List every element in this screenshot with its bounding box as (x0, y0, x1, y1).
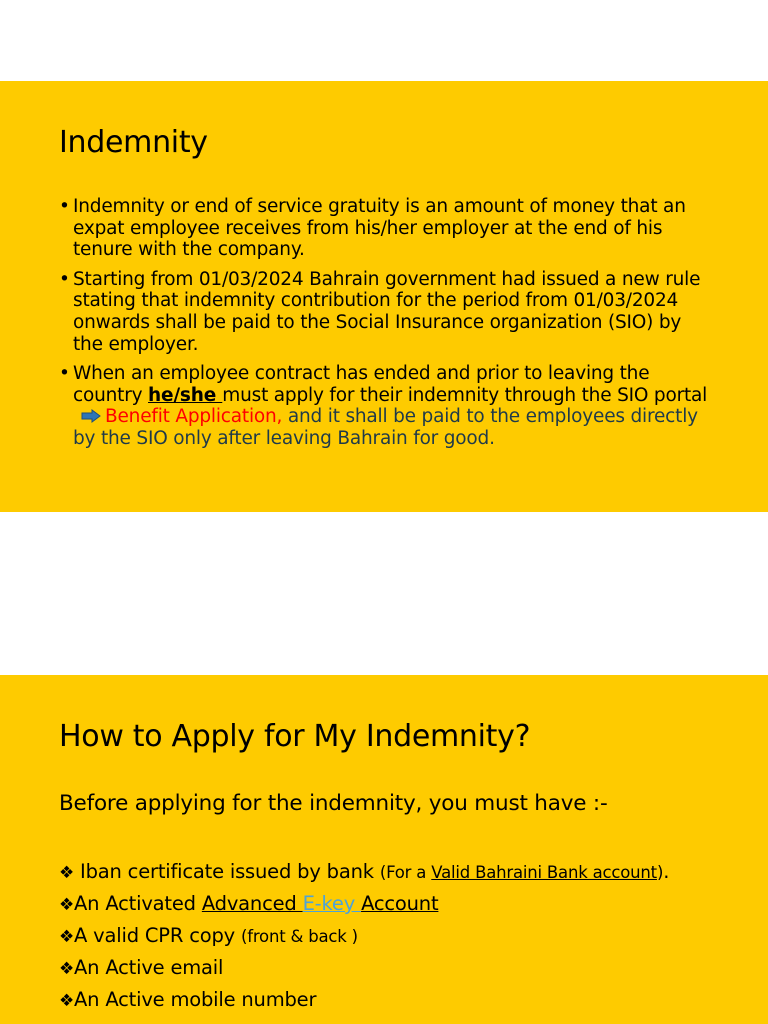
ekey-link[interactable]: E-key (302, 892, 362, 915)
requirement-text: Iban certificate issued by bank (74, 860, 380, 883)
advanced-link[interactable]: Advanced (201, 892, 303, 915)
bullet-item (59, 269, 709, 355)
slide-indemnity (0, 81, 768, 512)
requirement-text: A valid CPR copy (74, 924, 241, 947)
bullet-text: Indemnity or end of service gratuity is an amount of money that an expat employee receives from his/her employer at the end of his tenure with the company. (73, 196, 686, 261)
right-arrow-icon (81, 407, 101, 429)
benefit-application-text: Benefit Application, (105, 406, 283, 428)
requirement-ekey (59, 891, 669, 923)
slide-subtitle: Before applying for the indemnity, you must have :- (59, 791, 608, 816)
bullet-dot: • (59, 363, 70, 385)
requirement-mobile (59, 987, 669, 1019)
bullet-dot: • (59, 196, 70, 217)
requirement-email (59, 955, 669, 987)
emphasis-he-she: he/she (148, 384, 223, 406)
slide-title: Indemnity (59, 125, 208, 160)
requirement-note: (front & back ) (240, 927, 358, 946)
bullet-text-part: must apply for their indemnity through the SIO portal (222, 384, 708, 406)
requirement-text: An Activated (74, 892, 202, 915)
requirement-iban (59, 859, 669, 891)
bullet-list (59, 196, 709, 458)
bullet-item (59, 196, 709, 261)
account-link[interactable]: Account (361, 892, 439, 915)
diamond-bullet-icon: ❖ (59, 991, 75, 1011)
requirement-cpr (59, 923, 669, 955)
bullet-dot: • (59, 268, 70, 290)
requirement-note: (For a (379, 863, 432, 882)
diamond-bullet-icon: ❖ (59, 895, 75, 915)
slide-title: How to Apply for My Indemnity? (59, 719, 531, 754)
diamond-bullet-icon: ❖ (59, 927, 75, 947)
valid-bank-account-link[interactable]: Valid Bahraini Bank account (431, 863, 657, 882)
diamond-bullet-icon: ❖ (59, 863, 75, 883)
diamond-bullet-icon: ❖ (59, 959, 75, 979)
bullet-text-part: and it shall be paid to the employees directly by the SIO only after leaving Bahrain for good. (73, 406, 698, 450)
slide-how-to-apply (0, 675, 768, 1024)
requirement-note: ) (656, 863, 664, 882)
requirement-text: An Active mobile number (74, 988, 317, 1011)
requirement-text: An Active email (74, 956, 224, 979)
requirement-text: . (663, 860, 670, 883)
bullet-text-part: When an employee contract has ended and prior to leaving the country (73, 363, 650, 406)
bullet-item (59, 363, 709, 450)
requirements-list (59, 859, 669, 1019)
bullet-text: Starting from 01/03/2024 Bahrain government had issued a new rule stating that indemnity contribution for the period from 01/03/2024 onwards shall be paid to the Social Insurance organization (SIO) by the employer. (73, 268, 701, 355)
